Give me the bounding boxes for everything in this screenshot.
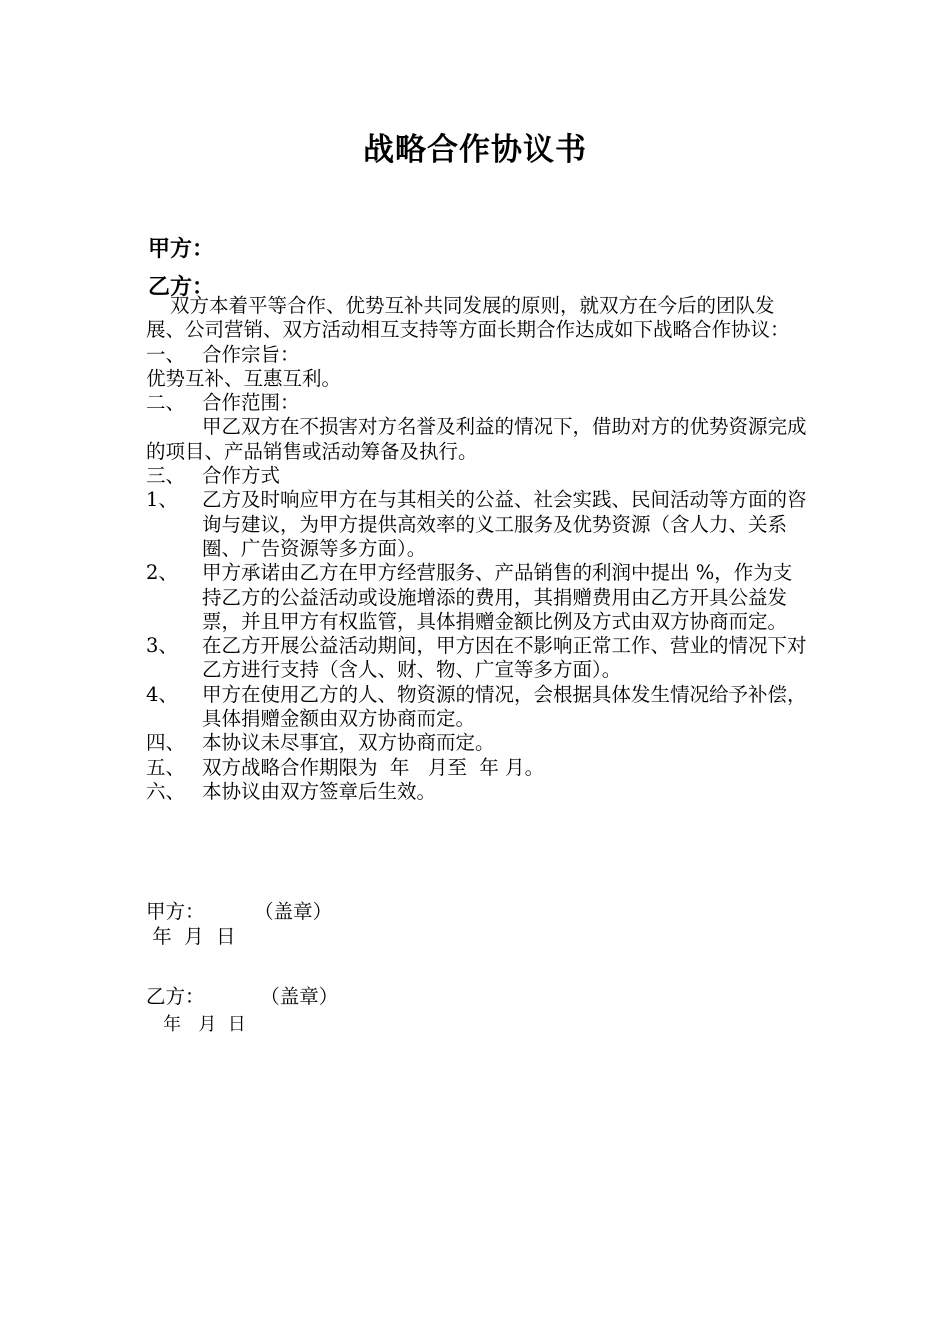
section-label: 合作宗旨： (202, 342, 300, 366)
list-item (146, 561, 810, 634)
section-number: 六、 (146, 779, 186, 803)
item-number: 3、 (146, 634, 178, 658)
party-b-heading: 乙方： (148, 275, 215, 300)
section-1-heading (146, 343, 810, 367)
section-1-content: 优势互补、互惠互利。 (146, 366, 342, 390)
section-text: 本协议未尽事宜，双方协商而定。 (202, 731, 495, 755)
list-item (146, 683, 810, 732)
item-number: 1、 (146, 488, 178, 512)
item-number: 4、 (146, 682, 178, 706)
section-4 (146, 731, 810, 755)
section-label: 合作范围： (202, 391, 300, 415)
section-number: 五、 (146, 755, 186, 779)
item-text: 乙方及时响应甲方在与其相关的公益、社会实践、民间活动等方面的咨询与建议，为甲方提供高效率的义工服务及优势资源（含人力、关系圈、广告资源等多方面）。 (202, 488, 807, 560)
section-text: 双方战略合作期限为 年 月至 年 月。 (202, 755, 545, 779)
section-number: 四、 (146, 731, 186, 755)
section-number: 三、 (146, 464, 186, 488)
item-text: 在乙方开展公益活动期间，甲方因在不影响正常工作、营业的情况下对乙方进行支持（含人、财、物、广宣等多方面）。 (202, 634, 807, 682)
section-number: 一、 (146, 342, 186, 366)
party-a-signature-line: 甲方： （盖章） (146, 900, 333, 923)
item-text: 甲方承诺由乙方在甲方经营服务、产品销售的利润中提出 %，作为支持乙方的公益活动或设施增添的费用，其捐赠费用由乙方开具公益发票，并且甲方有权监管，具体捐赠金额比例及方式由双方协商而定。 (202, 561, 793, 633)
document-title: 战略合作协议书 (363, 132, 587, 168)
section-number: 二、 (146, 391, 186, 415)
section-2-content: 甲乙双方在不损害对方名誉及利益的情况下，借助对方的优势资源完成的项目、产品销售或活动筹备及执行。 (146, 415, 807, 463)
section-text: 本协议由双方签章后生效。 (202, 779, 437, 803)
party-b-signature-line: 乙方： （盖章） (146, 985, 339, 1008)
intro-paragraph: 双方本着平等合作、优势互补共同发展的原则，就双方在今后的团队发展、公司营销、双方活动相互支持等方面长期合作达成如下战略合作协议： (146, 294, 790, 342)
party-b-signature-date: 年 月 日 (146, 1014, 246, 1035)
list-item (146, 634, 810, 683)
section-2-heading (146, 391, 810, 415)
section-6 (146, 780, 810, 804)
list-item (146, 488, 810, 561)
party-a-heading: 甲方： (148, 237, 215, 262)
section-3-heading (146, 464, 810, 488)
item-number: 2、 (146, 561, 178, 585)
party-a-signature-date: 年 月 日 (146, 925, 236, 948)
item-text: 甲方在使用乙方的人、物资源的情况，会根据具体发生情况给予补偿，具体捐赠金额由双方协商而定。 (202, 682, 807, 731)
section-5 (146, 756, 810, 780)
section-label: 合作方式 (202, 464, 281, 488)
agreement-body (146, 294, 810, 804)
